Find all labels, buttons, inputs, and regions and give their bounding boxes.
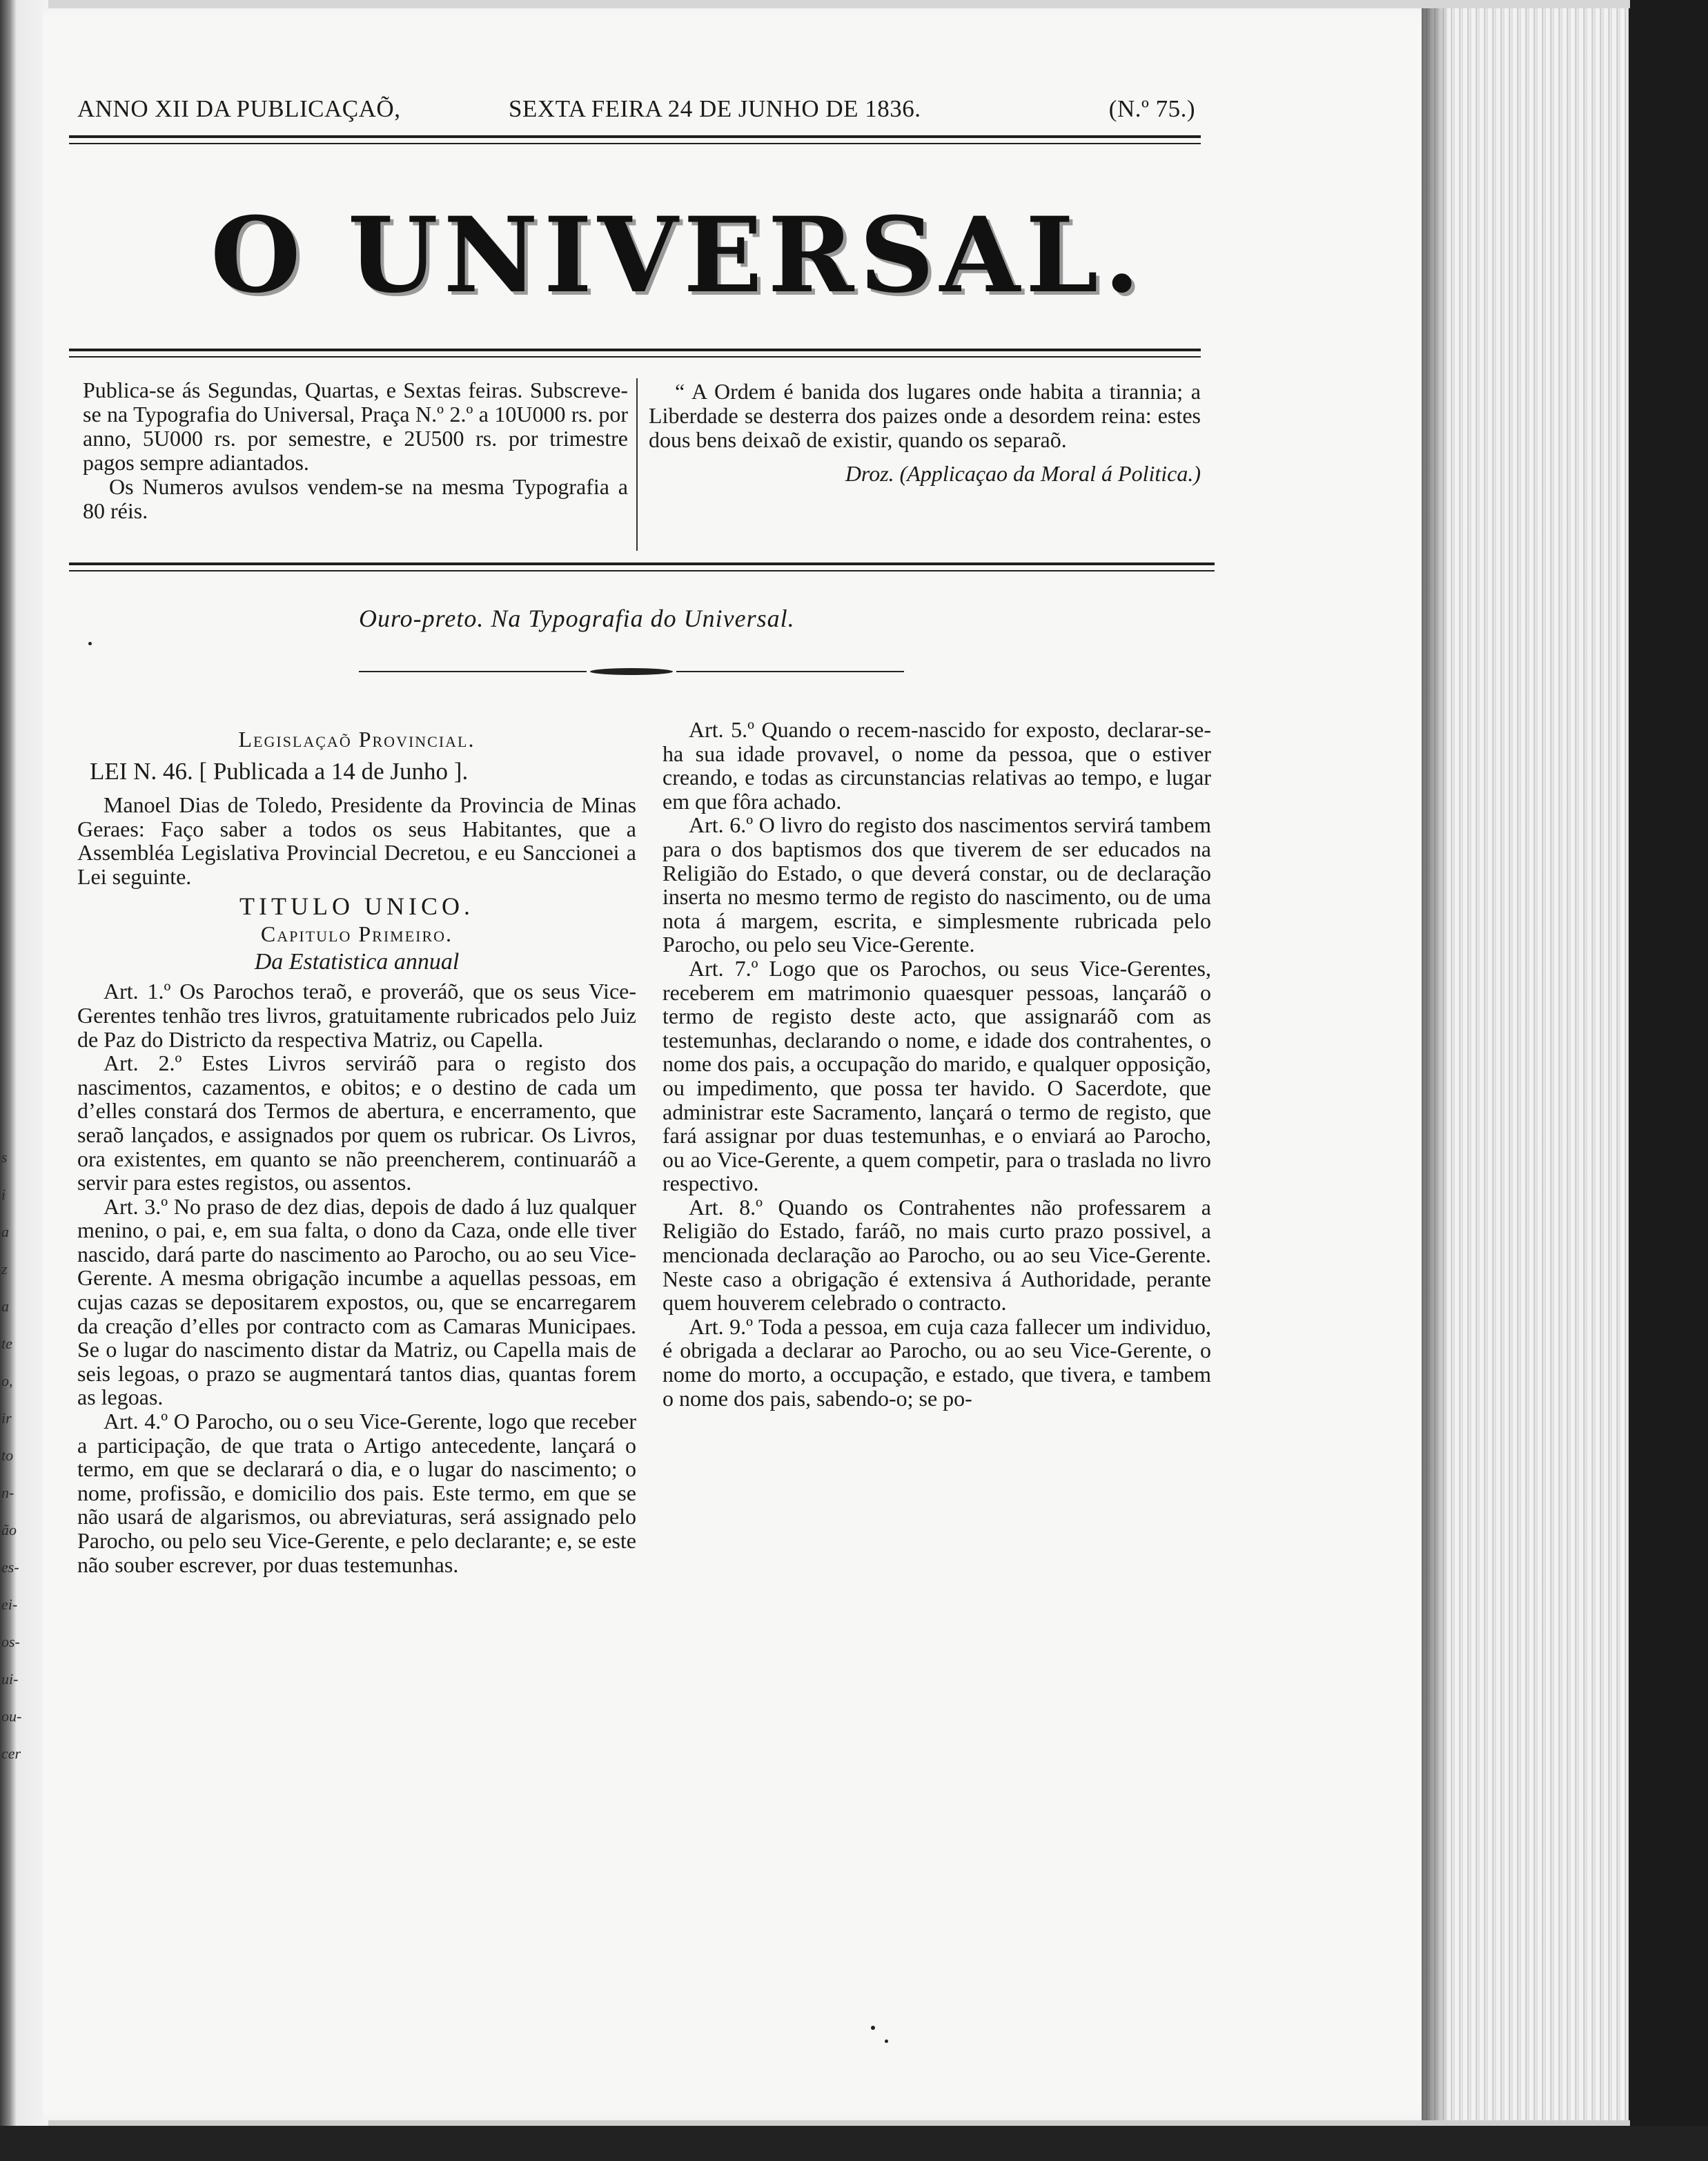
ink-speck — [885, 2040, 888, 2043]
facing-page-fragment: a — [1, 1223, 9, 1240]
facing-page-fragment: ei- — [1, 1596, 18, 1613]
subscription-info — [83, 378, 628, 523]
facing-page-fragments — [0, 1139, 23, 1772]
header-rule-thin — [69, 143, 1201, 144]
dateline — [77, 94, 1195, 124]
newspaper-title: O UNIVERSAL. — [210, 195, 1146, 316]
article-column-right — [662, 718, 1211, 1410]
facing-page-fragment: z — [1, 1260, 8, 1278]
facing-page-fragment: to — [1, 1447, 14, 1464]
ink-speck — [88, 642, 92, 645]
motto-quote: “ A Ordem é banida dos lugares onde habita a tirannia; a Liberdade se desterra dos paizes onde a desordem reina: estes dous bens deixaõ de existir, quando os separaõ. — [649, 379, 1201, 452]
facing-page-fragment: ão — [1, 1521, 17, 1538]
motto-source: Droz. (Applicaçao da Moral á Politica.) — [845, 461, 1201, 486]
law-title: LEI N. 46. [ Publicada a 14 de Junho ]. — [90, 757, 469, 785]
facing-page-fragment: s — [1, 1148, 8, 1166]
single-issue-price: Os Numeros avulsos vendem-se na mesma Typografia a 80 réis. — [83, 474, 628, 523]
imprint-line: Ouro-preto. Na Typografia do Universal. — [359, 605, 795, 632]
facing-page-fragment: es- — [1, 1558, 19, 1576]
header-rule — [69, 135, 1201, 138]
title-heading: TITULO UNICO. — [239, 892, 474, 920]
facing-page-fragment: ou- — [1, 1708, 22, 1725]
ink-speck — [871, 2026, 875, 2030]
chapter-subtitle: Da Estatistica annual — [254, 948, 460, 975]
masthead-bottom-rule — [69, 563, 1215, 565]
law-preamble: Manoel Dias de Toledo, Presidente da Provincia de Minas Geraes: Faço saber a todos os seus Habitantes, que a Assembléa Legislativa Provincial Decretou, e eu Sanccionei a Lei seguinte. — [77, 792, 636, 889]
article-6: Art. 6.º O livro do registo dos nascimentos servirá tambem para o dos baptismos dos que tiverem de ser educados na Religião do Estado, o que deverá constar, ou de declaração inserta no mesmo termo de registo do nascimento, ou de uma nota á margem, escrita, e simplesmente rubricada pelo Parocho, ou pelo seu Vice-Gerente. — [662, 812, 1211, 957]
scan-background — [1630, 0, 1708, 2161]
facing-page-fragment: os- — [1, 1633, 20, 1650]
facing-page-fragment: i — [1, 1186, 6, 1203]
article-4: Art. 4.º O Parocho, ou o seu Vice-Gerente, logo que receber a participação, de que trata o Artigo antecedente, lançará o termo, em que se declarará o dia, e o lugar do nascimento; o nome, profissão, e domicilio dos pais. Este termo, em que se não usará de algarismos, ou abreviaturas, será assignado pelo Parocho, ou pelo seu Vice-Gerente, e pelo declarante; e, se este não souber escrever, por duas testemunhas. — [77, 1409, 636, 1577]
facing-page-fragment: n- — [1, 1484, 14, 1501]
title-rule-thin — [69, 356, 1201, 358]
scan-bottom-background — [0, 2126, 1708, 2161]
article-9: Art. 9.º Toda a pessoa, em cuja caza fallecer um individuo, é obrigada a declarar ao Parocho, ou ao seu Vice-Gerente, o nome do morto, a occupação, e estado, que tivera, e tambem o nome dos pais, sabendo-o; se po- — [662, 1313, 1211, 1411]
article-2: Art. 2.º Estes Livros serviráõ para o registo dos nascimentos, cazamentos, e obitos; e o destino de cada um d’elles constará dos Termos de abertura, e encerramento, que seraõ lançados, e assignados por quem os rubricar. Os Livros, ora existentes, em quanto se não preencherem, continuaráõ a servir para estes registos, ou assentos. — [77, 1050, 636, 1195]
ornamental-divider — [359, 667, 904, 676]
facing-page-fragment: a — [1, 1298, 9, 1315]
subscription-terms: Publica-se ás Segundas, Quartas, e Sextas feiras. Subscreve-se na Typografia do Universal, Praça N.º 2.º a 10U000 rs. por anno, 5U000 rs. por semestre, e 2U500 rs. por trimestre pagos sempre adiantados. — [83, 378, 628, 475]
article-column-left — [77, 718, 636, 1576]
motto-block — [649, 380, 1201, 486]
section-heading: Legislaçaõ Provincial. — [238, 727, 475, 752]
book-page-stack — [1422, 8, 1631, 2120]
article-1: Art. 1.º Os Parochos teraõ, e proveráõ, que os seus Vice-Gerentes tenhão tres livros, gratuitamente rubricados pelo Juiz de Paz do Districto da respectiva Matriz, ou Capella. — [77, 979, 636, 1052]
chapter-heading: Capitulo Primeiro. — [260, 921, 453, 947]
masthead-divider — [636, 378, 638, 551]
facing-page-fragment: cer — [1, 1745, 21, 1762]
issue-number: (N.º 75.) — [1108, 95, 1195, 122]
article-3: Art. 3.º No praso de dez dias, depois de dado á luz qualquer menino, o pai, e, em sua falta, o dono da Caza, onde elle tiver nascido, dará parte do nascimento ao Parocho, ou ao seu Vice-Gerente. A mesma obrigação incumbe a aquellas pessoas, em cujas cazas se depositarem expostos, ou, que se encarregarem da creação d’elles por contracto com as Camaras Municipaes. Se o lugar do nascimento distar da Matriz, ou Capella mais de seis legoas, o prazo se augmentará tantos dias, quantas forem as legoas. — [77, 1193, 636, 1410]
facing-page-fragment: te — [1, 1335, 12, 1352]
facing-page-fragment: ui- — [1, 1670, 19, 1688]
article-8: Art. 8.º Quando os Contrahentes não professarem a Religião do Estado, faráõ, no mais curto prazo possivel, a mencionada declaração ao Parocho, ou ao seu Vice-Gerente. Neste caso a obrigação é extensiva á Authoridade, perante quem houverem celebrado o contracto. — [662, 1194, 1211, 1316]
article-7: Art. 7.º Logo que os Parochos, ou seus Vice-Gerentes, receberem em matrimonio quaesquer pessoas, lançaráõ o termo de registo deste acto, que assignaráõ com as testemunhas, declarando o nome, e idade dos contrahentes, o nome dos pais, a occupação do marido, e qualquer opposição, ou impedimento, que possa ter havido. O Sacerdote, que administrar este Sacramento, lançará o termo de registo, que fará assignar por duas testemunhas, e o enviará ao Parocho, ou ao Vice-Gerente, a quem competir, para o traslada no livro respectivo. — [662, 955, 1211, 1196]
facing-page-edge — [0, 0, 48, 2161]
facing-page-fragment: o, — [1, 1372, 13, 1389]
facing-page-fragment: ir — [1, 1409, 12, 1427]
masthead-bottom-rule-thin — [69, 570, 1215, 571]
article-5: Art. 5.º Quando o recem-nascido for exposto, declarar-se-ha sua idade provavel, o nome da pessoa, que o estiver creando, e todas as circunstancias relativas ao tempo, e lugar em que fôra achado. — [662, 717, 1211, 814]
issue-date: SEXTA FEIRA 24 DE JUNHO DE 1836. — [509, 95, 921, 122]
title-rule — [69, 349, 1201, 351]
publication-year: ANNO XII DA PUBLICAÇAÕ, — [77, 95, 401, 122]
